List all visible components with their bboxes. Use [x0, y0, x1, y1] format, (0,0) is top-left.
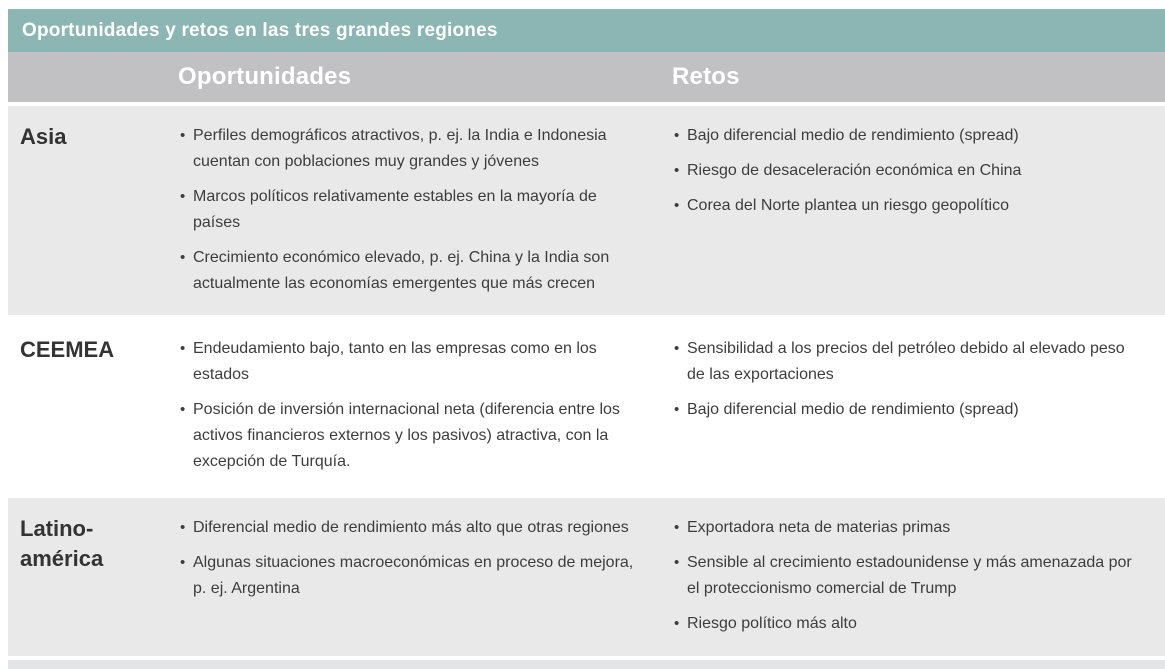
bullet-text: Perfiles demográficos atractivos, p. ej. la India e Indonesia cuentan con poblaciones muy grandes y jóvenes [193, 127, 607, 170]
bullet-text: Bajo diferencial medio de rendimiento (spread) [687, 401, 1019, 419]
bullet-icon [180, 245, 193, 271]
bullet-item [674, 515, 1137, 541]
region-label: Latino-américa [20, 515, 104, 571]
bullet-text: Sensible al crecimiento estadounidense y más amenazada por el proteccionismo comercial de Trump [687, 553, 1132, 597]
table-body [8, 106, 1165, 656]
bullet-item [180, 123, 642, 175]
challenges-list [664, 498, 1165, 656]
opportunities-list [170, 498, 664, 621]
bullet-item [674, 123, 1137, 149]
opportunities-cell [170, 319, 664, 494]
bullet-item [674, 336, 1137, 388]
opportunities-list [170, 106, 664, 315]
bullet-item [180, 550, 642, 602]
bullet-icon [674, 397, 687, 423]
table-row [8, 498, 1165, 656]
bullet-text: Crecimiento económico elevado, p. ej. China y la India son actualmente las economías emergentes que más crecen [193, 248, 610, 292]
opportunities-cell [170, 106, 664, 315]
bullet-text: Algunas situaciones macroeconómicas en proceso de mejora, p. ej. Argentina [193, 553, 634, 597]
bullet-text: Exportadora neta de materias primas [687, 518, 951, 536]
bullet-text: Bajo diferencial medio de rendimiento (spread) [687, 127, 1019, 144]
bullet-item [180, 397, 642, 475]
bullet-icon [674, 336, 687, 362]
challenges-cell [664, 498, 1165, 656]
challenges-list [664, 106, 1165, 238]
bullet-icon [674, 123, 687, 149]
challenges-cell [664, 106, 1165, 315]
bullet-icon [674, 550, 687, 576]
bullet-item [180, 336, 642, 388]
bullet-text: Corea del Norte plantea un riesgo geopolítico [687, 196, 1009, 214]
bullet-icon [180, 184, 193, 210]
bullet-item [674, 611, 1137, 637]
bottom-strip [8, 660, 1165, 669]
bullet-text: Marcos políticos relativamente estables en la mayoría de países [193, 187, 597, 231]
bullet-icon [180, 123, 193, 149]
table-header-row [8, 52, 1165, 102]
bullet-icon [674, 515, 687, 541]
bullet-icon [674, 611, 687, 637]
bullet-item [674, 397, 1137, 423]
bullet-item [674, 158, 1137, 184]
bullet-icon [180, 550, 193, 576]
bullet-item [180, 184, 642, 236]
region-label: Asia [20, 124, 67, 149]
bullet-text: Posición de inversión internacional neta (diferencia entre los activos financieros externos y los pasivos) atractiva, con la excepción de Turquía. [193, 401, 620, 471]
bullet-icon [180, 397, 193, 423]
opportunities-list [170, 319, 664, 494]
bullet-item [674, 550, 1137, 602]
bullet-item [180, 515, 642, 541]
opportunities-cell [170, 498, 664, 656]
column-header-challenges: Retos [672, 63, 740, 90]
regions-table [8, 9, 1165, 669]
region-label: CEEMEA [20, 337, 115, 363]
table-row [8, 106, 1165, 315]
bullet-text: Sensibilidad a los precios del petróleo debido al elevado peso de las exportaciones [687, 340, 1125, 384]
table-title-bar [8, 9, 1165, 52]
bullet-item [180, 245, 642, 297]
table-row [8, 319, 1165, 494]
bullet-text: Riesgo político más alto [687, 614, 857, 632]
column-header-opportunities: Oportunidades [178, 63, 352, 90]
bullet-icon [180, 515, 193, 541]
challenges-cell [664, 319, 1165, 494]
bullet-text: Riesgo de desaceleración económica en China [687, 161, 1022, 179]
bullet-icon [674, 158, 687, 184]
bullet-text: Diferencial medio de rendimiento más alto que otras regiones [193, 518, 629, 536]
bullet-text: Endeudamiento bajo, tanto en las empresas como en los estados [193, 340, 597, 384]
bullet-icon [674, 193, 687, 219]
bullet-item [674, 193, 1137, 219]
table-title: Oportunidades y retos en las tres grandes regiones [22, 19, 498, 41]
challenges-list [664, 319, 1165, 442]
bullet-icon [180, 336, 193, 362]
